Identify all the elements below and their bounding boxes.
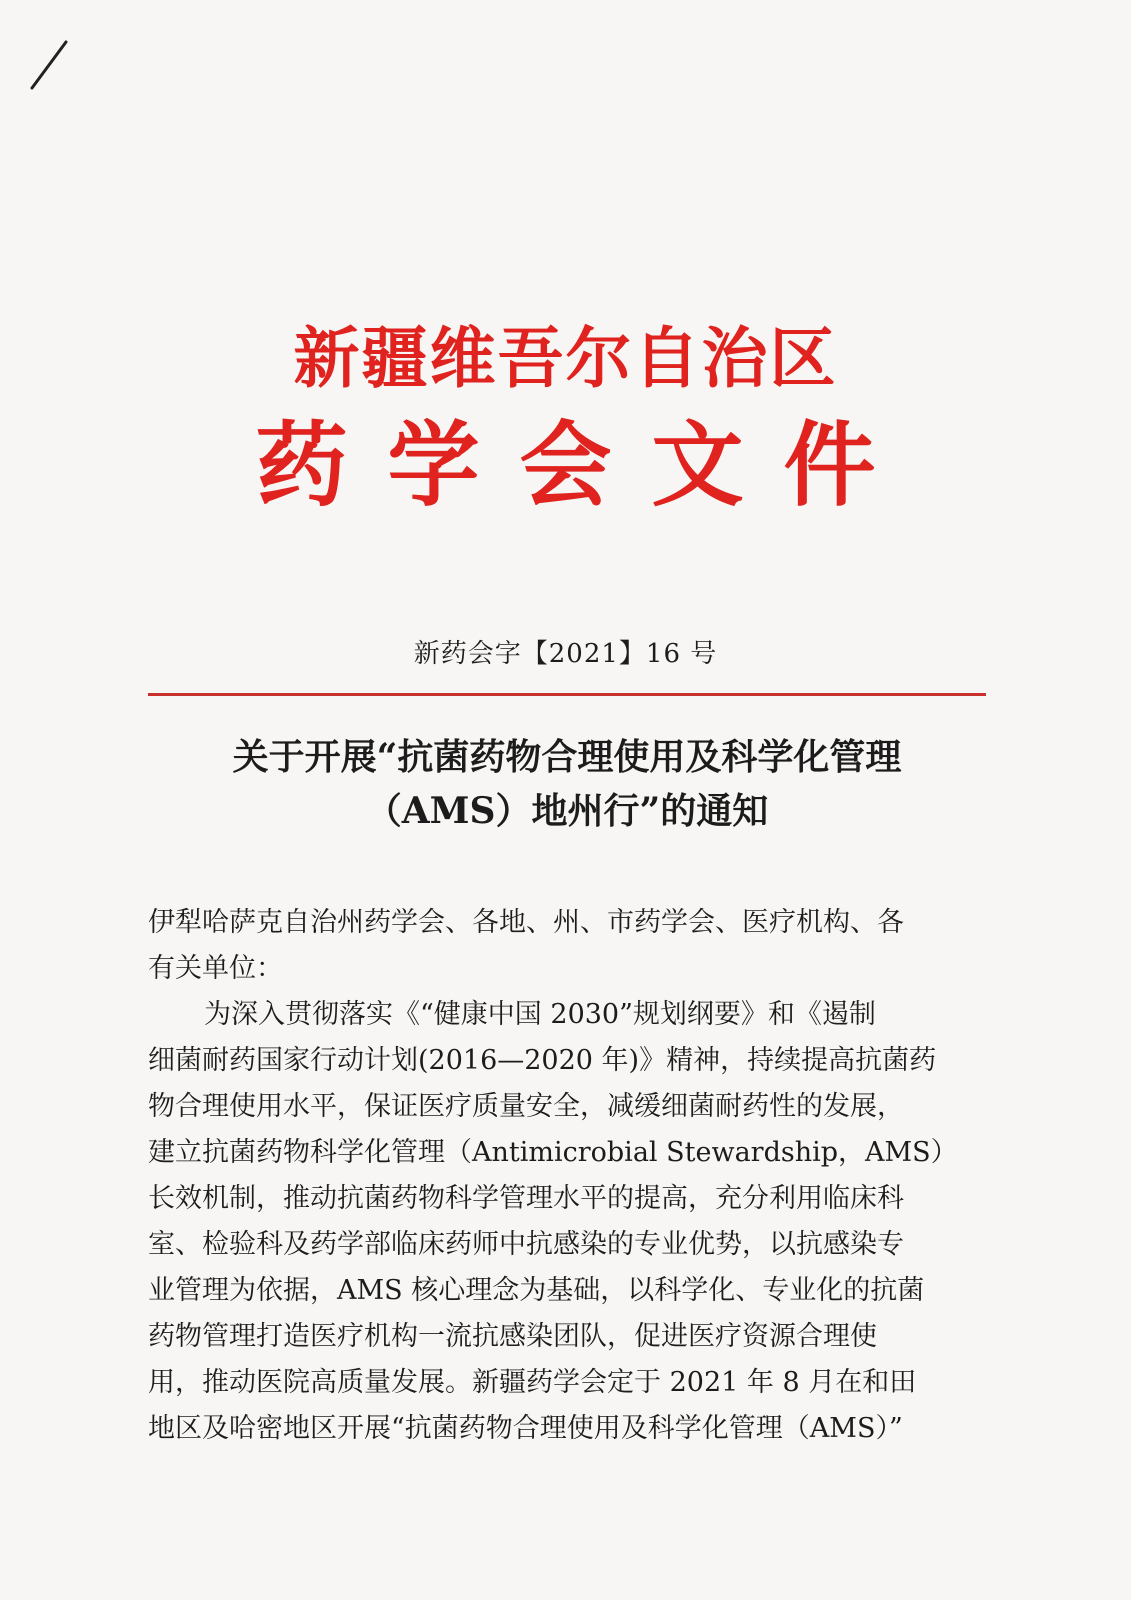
- issuer-name-line: 新疆维吾尔自治区: [293, 319, 838, 397]
- body-line-salutation: 伊犁哈萨克自治州药学会、各地、州、市药学会、医疗机构、各: [148, 907, 904, 938]
- body-line: 长效机制，推动抗菌药物科学管理水平的提高，充分利用临床科: [148, 1183, 904, 1214]
- body-line: 细菌耐药国家行动计划(2016—2020 年)》精神，持续提高抗菌药: [148, 1045, 937, 1076]
- body-line: 用，推动医院高质量发展。新疆药学会定于 2021 年 8 月在和田: [148, 1367, 917, 1398]
- body-line: 药物管理打造医疗机构一流抗感染团队，促进医疗资源合理使: [148, 1321, 877, 1352]
- document-number: 新药会字【2021】16 号: [413, 639, 718, 669]
- body-line: 业管理为依据，AMS 核心理念为基础，以科学化、专业化的抗菌: [148, 1275, 925, 1306]
- body-line-salutation-cont: 有关单位：: [148, 953, 283, 984]
- document-type-heading: 药学会文件: [255, 411, 916, 519]
- notice-body: [148, 900, 988, 1452]
- notice-title: [148, 730, 986, 838]
- red-divider-line: [148, 693, 986, 696]
- body-line: 地区及哈密地区开展“抗菌药物合理使用及科学化管理（AMS）”: [148, 1413, 903, 1444]
- pen-stroke-mark: [28, 40, 88, 100]
- notice-title-line-1: 关于开展“抗菌药物合理使用及科学化管理: [232, 736, 902, 778]
- body-line: 建立抗菌药物科学化管理（Antimicrobial Stewardship，AMS）: [148, 1137, 958, 1168]
- body-line: 为深入贯彻落实《“健康中国 2030”规划纲要》和《遏制: [204, 999, 876, 1030]
- body-line: 物合理使用水平，保证医疗质量安全，减缓细菌耐药性的发展，: [148, 1091, 904, 1122]
- body-line: 室、检验科及药学部临床药师中抗感染的专业优势，以抗感染专: [148, 1229, 904, 1260]
- notice-title-line-2: （AMS）地州行”的通知: [365, 790, 769, 832]
